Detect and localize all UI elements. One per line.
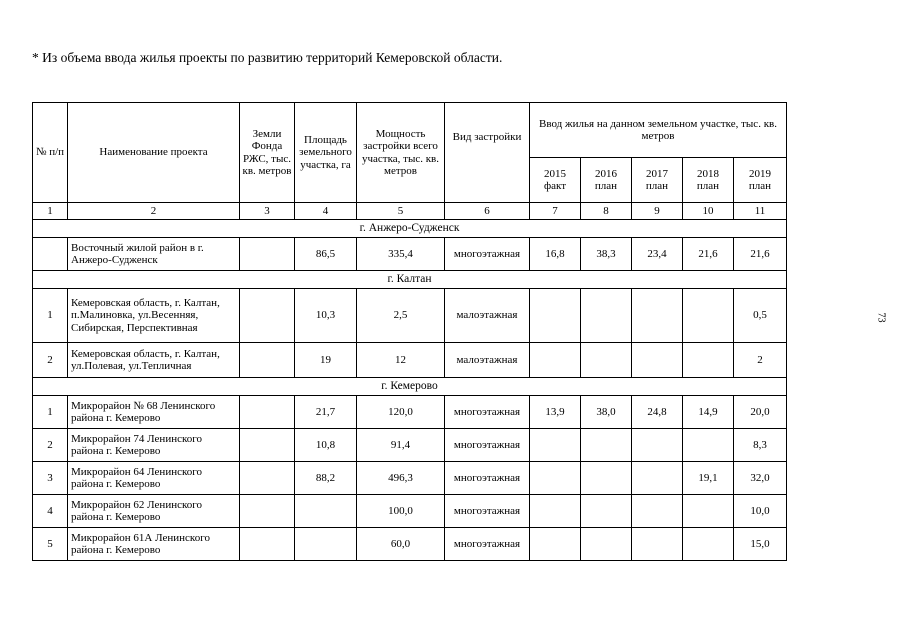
cell-capacity: 100,0 <box>357 495 445 528</box>
table-row <box>33 289 787 343</box>
cell-2016 <box>581 429 632 462</box>
cell-num: 4 <box>33 495 68 528</box>
cell-num: 5 <box>33 528 68 561</box>
col-number: 6 <box>445 203 530 220</box>
cell-name: Микрорайон 64 Ленинского района г. Кемерово <box>68 462 240 495</box>
cell-num <box>33 238 68 271</box>
cell-lands <box>240 343 295 378</box>
cell-2019: 10,0 <box>734 495 787 528</box>
cell-2015: 16,8 <box>530 238 581 271</box>
cell-type: многоэтажная <box>445 495 530 528</box>
col-number: 9 <box>632 203 683 220</box>
cell-2016: 38,3 <box>581 238 632 271</box>
col-number: 3 <box>240 203 295 220</box>
cell-2019: 2 <box>734 343 787 378</box>
cell-area: 10,3 <box>295 289 357 343</box>
section-row <box>33 220 787 238</box>
col-number: 1 <box>33 203 68 220</box>
cell-area: 10,8 <box>295 429 357 462</box>
cell-2019: 32,0 <box>734 462 787 495</box>
cell-2018: 19,1 <box>683 462 734 495</box>
cell-area: 19 <box>295 343 357 378</box>
cell-2017: 24,8 <box>632 396 683 429</box>
cell-2019: 15,0 <box>734 528 787 561</box>
cell-capacity: 335,4 <box>357 238 445 271</box>
cell-2019: 8,3 <box>734 429 787 462</box>
cell-2018 <box>683 528 734 561</box>
cell-type: многоэтажная <box>445 429 530 462</box>
cell-2017 <box>632 429 683 462</box>
header-year-2017: 2017 план <box>632 158 683 203</box>
cell-2017 <box>632 495 683 528</box>
cell-type: многоэтажная <box>445 396 530 429</box>
col-number: 8 <box>581 203 632 220</box>
cell-name: Микрорайон 74 Ленинского района г. Кемерово <box>68 429 240 462</box>
section-row <box>33 271 787 289</box>
cell-name: Микрорайон № 68 Ленинского района г. Кемерово <box>68 396 240 429</box>
cell-2016 <box>581 495 632 528</box>
cell-type: малоэтажная <box>445 343 530 378</box>
cell-num: 2 <box>33 429 68 462</box>
cell-num: 1 <box>33 396 68 429</box>
cell-2018 <box>683 495 734 528</box>
cell-2019: 21,6 <box>734 238 787 271</box>
cell-2017 <box>632 343 683 378</box>
cell-capacity: 2,5 <box>357 289 445 343</box>
cell-2017 <box>632 462 683 495</box>
cell-area <box>295 495 357 528</box>
cell-2017: 23,4 <box>632 238 683 271</box>
cell-2019: 0,5 <box>734 289 787 343</box>
cell-capacity: 91,4 <box>357 429 445 462</box>
cell-type: малоэтажная <box>445 289 530 343</box>
header-input: Ввод жилья на данном земельном участке, тыс. кв. метров <box>530 103 787 158</box>
cell-lands <box>240 238 295 271</box>
cell-2016 <box>581 462 632 495</box>
cell-2019: 20,0 <box>734 396 787 429</box>
cell-num: 3 <box>33 462 68 495</box>
page-number: 73 <box>875 312 887 323</box>
cell-name: Восточный жилой район в г. Анжеро-Судженск <box>68 238 240 271</box>
cell-2015 <box>530 528 581 561</box>
table-row <box>33 429 787 462</box>
cell-capacity: 60,0 <box>357 528 445 561</box>
cell-name: Микрорайон 62 Ленинского района г. Кемерово <box>68 495 240 528</box>
header-num: № п/п <box>33 103 68 203</box>
cell-2018 <box>683 343 734 378</box>
section-row <box>33 378 787 396</box>
table-row <box>33 238 787 271</box>
header-lands: Земли Фонда РЖС, тыс. кв. метров <box>240 103 295 203</box>
cell-type: многоэтажная <box>445 462 530 495</box>
cell-2018: 14,9 <box>683 396 734 429</box>
header-year-2015: 2015 факт <box>530 158 581 203</box>
cell-num: 2 <box>33 343 68 378</box>
cell-capacity: 120,0 <box>357 396 445 429</box>
col-number: 11 <box>734 203 787 220</box>
cell-2015 <box>530 343 581 378</box>
col-number: 5 <box>357 203 445 220</box>
cell-area <box>295 528 357 561</box>
cell-2018: 21,6 <box>683 238 734 271</box>
cell-lands <box>240 396 295 429</box>
cell-lands <box>240 528 295 561</box>
section-title: г. Анжеро-Судженск <box>33 220 787 238</box>
cell-2016: 38,0 <box>581 396 632 429</box>
header-year-2018: 2018 план <box>683 158 734 203</box>
cell-lands <box>240 429 295 462</box>
cell-area: 21,7 <box>295 396 357 429</box>
table-row <box>33 528 787 561</box>
cell-name: Кемеровская область, г. Калтан, п.Малиновка, ул.Весенняя, Сибирская, Перспективная <box>68 289 240 343</box>
cell-lands <box>240 462 295 495</box>
header-area: Площадь земельного участка, га <box>295 103 357 203</box>
cell-2017 <box>632 289 683 343</box>
table-row <box>33 343 787 378</box>
cell-num: 1 <box>33 289 68 343</box>
cell-2015 <box>530 462 581 495</box>
header-capacity: Мощность застройки всего участка, тыс. кв. метров <box>357 103 445 203</box>
col-number: 7 <box>530 203 581 220</box>
cell-capacity: 12 <box>357 343 445 378</box>
table-row <box>33 462 787 495</box>
cell-2015 <box>530 289 581 343</box>
cell-area: 88,2 <box>295 462 357 495</box>
housing-projects-table <box>32 102 787 561</box>
header-name: Наименование проекта <box>68 103 240 203</box>
cell-2018 <box>683 289 734 343</box>
cell-lands <box>240 495 295 528</box>
cell-2016 <box>581 289 632 343</box>
column-numbers-row <box>33 203 787 220</box>
cell-2015 <box>530 429 581 462</box>
table-header <box>33 103 787 220</box>
cell-2016 <box>581 528 632 561</box>
section-title: г. Калтан <box>33 271 787 289</box>
cell-2016 <box>581 343 632 378</box>
col-number: 4 <box>295 203 357 220</box>
table-row <box>33 396 787 429</box>
cell-2015 <box>530 495 581 528</box>
col-number: 10 <box>683 203 734 220</box>
header-year-2019: 2019 план <box>734 158 787 203</box>
cell-area: 86,5 <box>295 238 357 271</box>
header-year-2016: 2016 план <box>581 158 632 203</box>
cell-name: Микрорайон 61А Ленинского района г. Кемерово <box>68 528 240 561</box>
cell-lands <box>240 289 295 343</box>
cell-name: Кемеровская область, г. Калтан, ул.Полевая, ул.Тепличная <box>68 343 240 378</box>
header-type: Вид застройки <box>445 103 530 203</box>
cell-capacity: 496,3 <box>357 462 445 495</box>
cell-2017 <box>632 528 683 561</box>
cell-type: многоэтажная <box>445 528 530 561</box>
cell-type: многоэтажная <box>445 238 530 271</box>
table-row <box>33 495 787 528</box>
section-title: г. Кемерово <box>33 378 787 396</box>
cell-2018 <box>683 429 734 462</box>
col-number: 2 <box>68 203 240 220</box>
footnote: * Из объема ввода жилья проекты по развитию территорий Кемеровской области. <box>32 50 503 65</box>
cell-2015: 13,9 <box>530 396 581 429</box>
